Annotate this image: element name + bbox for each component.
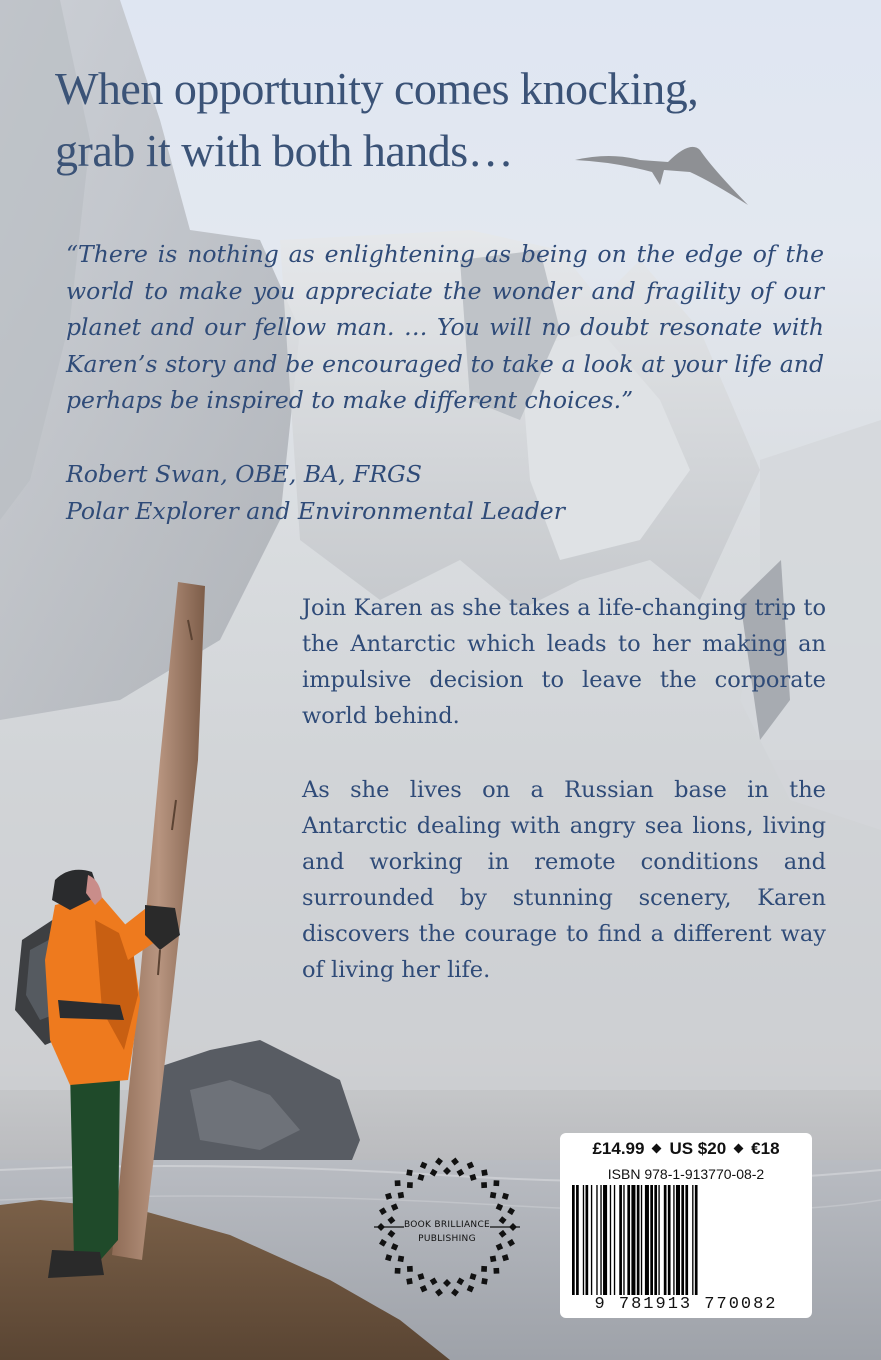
logo-ornament	[456, 1277, 466, 1287]
logo-ornament	[418, 1160, 428, 1170]
logo-ornament	[404, 1276, 415, 1287]
barcode-bar	[603, 1185, 607, 1295]
logo-ornament	[506, 1206, 516, 1216]
quote-attribution	[66, 456, 766, 529]
logo-ornament	[435, 1157, 444, 1166]
logo-ornament	[494, 1202, 504, 1212]
logo-ornament	[418, 1284, 428, 1294]
diamond-separator-icon	[734, 1144, 744, 1154]
logo-ornament	[491, 1178, 502, 1189]
price-eur: €18	[751, 1139, 780, 1158]
logo-ornament	[451, 1288, 460, 1297]
barcode-bar	[695, 1185, 698, 1295]
logo-ornament	[378, 1206, 388, 1216]
logo-ornament	[500, 1191, 511, 1202]
publisher-name-line-2: PUBLISHING	[418, 1234, 476, 1244]
logo-ornament	[451, 1157, 460, 1166]
barcode-bar	[586, 1185, 589, 1295]
barcode-bar	[654, 1185, 657, 1295]
barcode-bar	[673, 1185, 674, 1295]
logo-ornament	[443, 1279, 451, 1287]
logo-ornament	[429, 1168, 439, 1178]
barcode-bar	[645, 1185, 649, 1295]
logo-ornament	[491, 1265, 502, 1276]
headline-line-1: When opportunity comes knocking,	[55, 63, 699, 114]
logo-ornament	[404, 1263, 415, 1274]
logo-ornament	[395, 1190, 406, 1201]
barcode-bar	[685, 1185, 688, 1295]
diamond-separator-icon	[652, 1144, 662, 1154]
logo-ornament	[429, 1277, 439, 1287]
logo-ornament	[456, 1168, 466, 1178]
logo-ornament	[465, 1160, 475, 1170]
testimonial-quote: “There is nothing as enlightening as being on the edge of the world to make you appreciate the wonder and fragility of our planet and our fellow man. … You will no doubt resonate with Karen’s story and be encouraged to take a look at your life and perhaps be inspired to make different choices.”	[66, 240, 824, 414]
logo-ornament	[404, 1179, 415, 1190]
isbn-text: ISBN 978-1-913770-08-2	[607, 1166, 765, 1182]
barcode-bars	[572, 1185, 800, 1295]
blurb-paragraph-2: As she lives on a Russian base in the Antarctic dealing with angry sea lions, living and working in remote conditions and surrounded by stunning scenery, Karen discovers the courage to find a different way of living her life.	[302, 777, 826, 983]
attribution-name: Robert Swan, OBE, BA, FRGS	[66, 460, 422, 488]
logo-ornament	[488, 1253, 499, 1264]
logo-ornament	[389, 1202, 399, 1212]
barcode-bar	[600, 1185, 601, 1295]
logo-ornament	[468, 1271, 479, 1282]
barcode-bar	[658, 1185, 659, 1295]
price-gbp: £14.99	[592, 1139, 645, 1158]
publisher-name-line-1: BOOK BRILLIANCE	[403, 1220, 491, 1230]
barcode-bar	[637, 1185, 640, 1295]
logo-ornament	[392, 1265, 403, 1276]
logo-ornament	[488, 1190, 499, 1201]
logo-ornament	[500, 1252, 511, 1263]
logo-ornament	[465, 1284, 475, 1294]
logo-ornament	[478, 1179, 489, 1190]
logo-ornament	[435, 1288, 444, 1297]
logo-ornament	[383, 1252, 394, 1263]
barcode-bar	[641, 1185, 642, 1295]
barcode-bar	[668, 1185, 671, 1295]
barcode-bar	[623, 1185, 624, 1295]
barcode-bar	[627, 1185, 630, 1295]
logo-ornament	[443, 1167, 451, 1175]
price-line	[560, 1139, 812, 1159]
barcode-bar	[692, 1185, 693, 1295]
headline	[55, 58, 835, 182]
barcode-bar	[676, 1185, 680, 1295]
logo-ornament	[416, 1271, 427, 1282]
logo-ornament	[468, 1172, 479, 1183]
logo-ornament	[478, 1263, 489, 1274]
barcode-bar	[572, 1185, 575, 1295]
headline-line-2: grab it with both hands…	[55, 125, 514, 176]
attribution-title: Polar Explorer and Environmental Leader	[66, 496, 565, 525]
logo-ornament	[383, 1191, 394, 1202]
logo-ornament	[479, 1167, 490, 1178]
logo-ornament	[479, 1276, 490, 1287]
barcode-bar	[596, 1185, 597, 1295]
logo-ornament	[404, 1167, 415, 1178]
price-usd: US $20	[669, 1139, 727, 1158]
logo-ornament	[392, 1178, 403, 1189]
barcode-bar	[650, 1185, 653, 1295]
barcode-bar	[614, 1185, 615, 1295]
blurb-paragraph-1: Join Karen as she takes a life-changing trip to the Antarctic which leads to her making an impulsive decision to leave the corporate world behind.	[302, 595, 826, 729]
barcode-bar	[576, 1185, 579, 1295]
barcode-bar	[591, 1185, 592, 1295]
barcode-bar	[631, 1185, 635, 1295]
barcode-bar	[583, 1185, 584, 1295]
barcode-bar	[619, 1185, 622, 1295]
barcode-digits: 9 781913 770082	[594, 1295, 778, 1314]
barcode-box	[560, 1133, 812, 1318]
barcode-bar	[610, 1185, 611, 1295]
barcode-bar	[681, 1185, 684, 1295]
logo-ornament	[395, 1253, 406, 1264]
barcode-bar	[664, 1185, 667, 1295]
logo-ornament	[416, 1172, 427, 1183]
